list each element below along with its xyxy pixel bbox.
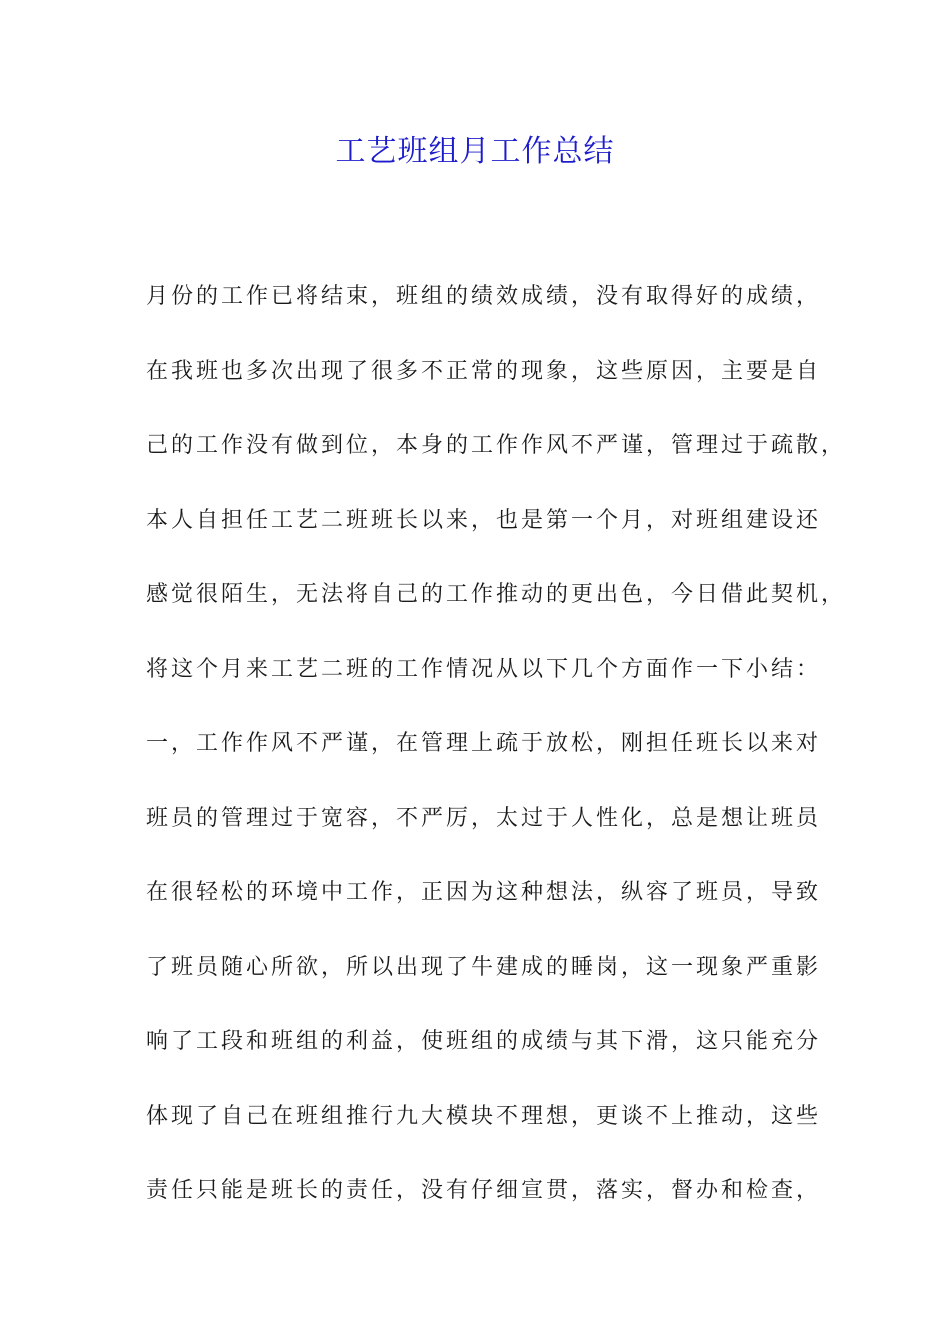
body-line: 响了工段和班组的利益，使班组的成绩与其下滑，这只能充分 xyxy=(146,1029,822,1054)
body-line: 己的工作没有做到位，本身的工作作风不严谨，管理过于疏散， xyxy=(146,433,847,458)
body-line: 班员的管理过于宽容，不严厉，太过于人性化，总是想让班员 xyxy=(146,805,822,831)
body-line: 一，工作作风不严谨，在管理上疏于放松，刚担任班长以来对 xyxy=(146,731,822,756)
document-title: 工艺班组月工作总结 xyxy=(335,134,615,169)
body-line: 在很轻松的环境中工作，正因为这种想法，纵容了班员，导致 xyxy=(146,880,822,905)
body-line: 体现了自己在班组推行九大模块不理想，更谈不上推动，这些 xyxy=(146,1103,822,1129)
body-line: 将这个月来工艺二班的工作情况从以下几个方面作一下小结： xyxy=(146,656,822,682)
body-line: 本人自担任工艺二班班长以来，也是第一个月，对班组建设还 xyxy=(146,507,822,533)
body-line: 责任只能是班长的责任，没有仔细宣贯，落实，督办和检查， xyxy=(146,1178,822,1203)
document-body xyxy=(146,260,847,1229)
body-line: 月份的工作已将结束，班组的绩效成绩，没有取得好的成绩， xyxy=(146,284,822,309)
body-line: 感觉很陌生，无法将自己的工作推动的更出色，今日借此契机， xyxy=(146,582,847,607)
body-line: 了班员随心所欲，所以出现了牛建成的睡岗，这一现象严重影 xyxy=(146,954,822,980)
body-line: 在我班也多次出现了很多不正常的现象，这些原因，主要是自 xyxy=(146,358,822,384)
